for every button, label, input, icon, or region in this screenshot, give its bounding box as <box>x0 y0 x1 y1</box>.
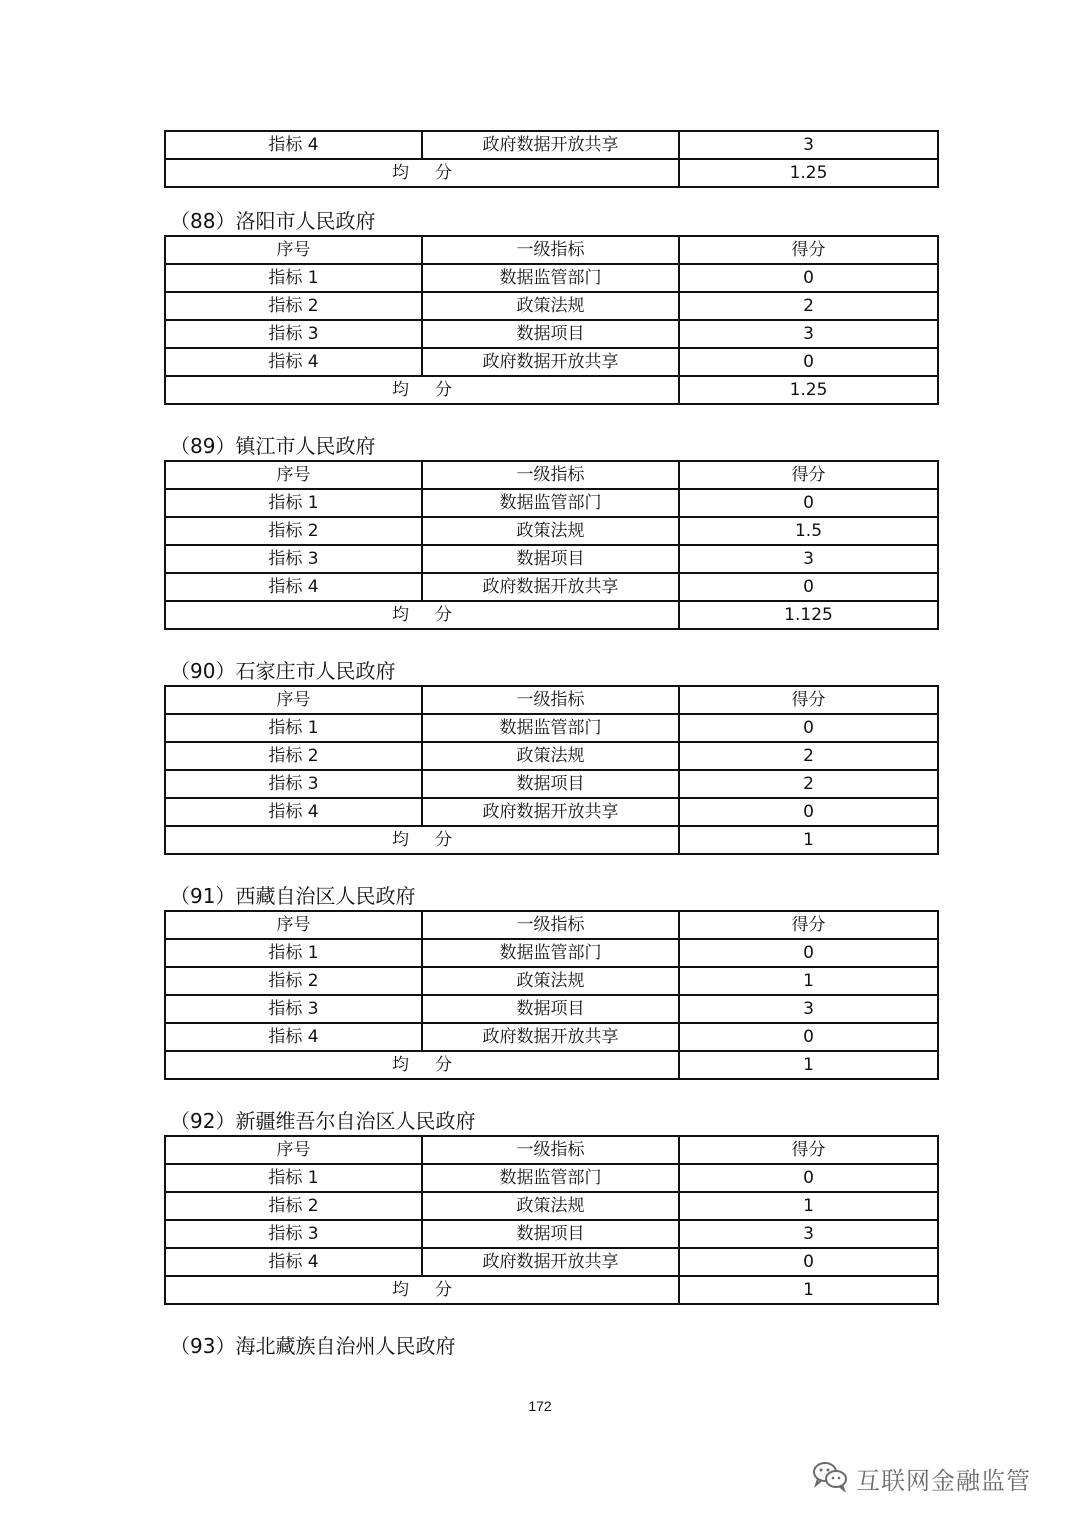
indicator-score: 3 <box>679 1220 938 1248</box>
indicator-name: 政策法规 <box>422 1192 679 1220</box>
header-row <box>165 236 938 264</box>
section-heading: （90）石家庄市人民政府 <box>170 659 396 683</box>
average-label: 均分 <box>165 159 679 187</box>
table-row <box>165 292 938 320</box>
table-row <box>165 545 938 573</box>
watermark <box>812 1458 1031 1498</box>
column-header: 一级指标 <box>422 236 679 264</box>
table-row <box>165 1220 938 1248</box>
average-row <box>165 376 938 404</box>
column-header: 一级指标 <box>422 461 679 489</box>
indicator-score: 3 <box>679 320 938 348</box>
score-table <box>164 910 939 1080</box>
table-row <box>165 573 938 601</box>
indicator-name: 政策法规 <box>422 742 679 770</box>
section-heading: （93）海北藏族自治州人民政府 <box>170 1334 456 1358</box>
indicator-score: 3 <box>679 995 938 1023</box>
section-heading: （88）洛阳市人民政府 <box>170 209 376 233</box>
indicator-score: 2 <box>679 770 938 798</box>
indicator-id: 指标 1 <box>165 489 422 517</box>
table-row <box>165 320 938 348</box>
column-header: 得分 <box>679 1136 938 1164</box>
score-table-fragment <box>164 130 939 188</box>
indicator-name: 数据监管部门 <box>422 939 679 967</box>
indicator-score: 2 <box>679 742 938 770</box>
header-row <box>165 461 938 489</box>
indicator-id: 指标 4 <box>165 1248 422 1276</box>
indicator-name: 政府数据开放共享 <box>422 1023 679 1051</box>
average-row <box>165 601 938 629</box>
column-header: 序号 <box>165 686 422 714</box>
indicator-name: 政府数据开放共享 <box>422 1248 679 1276</box>
average-row <box>165 159 938 187</box>
indicator-id: 指标 4 <box>165 798 422 826</box>
indicator-id: 指标 3 <box>165 1220 422 1248</box>
table-row <box>165 939 938 967</box>
indicator-id: 指标 3 <box>165 770 422 798</box>
indicator-id: 指标 3 <box>165 545 422 573</box>
average-score: 1.125 <box>679 601 938 629</box>
table-row <box>165 1192 938 1220</box>
average-label: 均分 <box>165 1051 679 1079</box>
wechat-icon <box>812 1460 848 1496</box>
indicator-name: 政府数据开放共享 <box>422 131 679 159</box>
indicator-score: 0 <box>679 489 938 517</box>
indicator-name: 政策法规 <box>422 967 679 995</box>
table-row <box>165 1164 938 1192</box>
section-heading: （89）镇江市人民政府 <box>170 434 376 458</box>
indicator-name: 政府数据开放共享 <box>422 348 679 376</box>
average-score: 1.25 <box>679 376 938 404</box>
column-header: 得分 <box>679 461 938 489</box>
column-header: 序号 <box>165 1136 422 1164</box>
indicator-score: 0 <box>679 1248 938 1276</box>
indicator-score: 0 <box>679 264 938 292</box>
indicator-score: 0 <box>679 939 938 967</box>
indicator-id: 指标 1 <box>165 1164 422 1192</box>
column-header: 序号 <box>165 911 422 939</box>
indicator-name: 数据项目 <box>422 1220 679 1248</box>
indicator-id: 指标 4 <box>165 573 422 601</box>
table-row <box>165 517 938 545</box>
average-label: 均分 <box>165 601 679 629</box>
section-heading: （91）西藏自治区人民政府 <box>170 884 416 908</box>
indicator-name: 数据监管部门 <box>422 1164 679 1192</box>
indicator-name: 数据监管部门 <box>422 264 679 292</box>
average-score: 1 <box>679 1051 938 1079</box>
section-heading: （92）新疆维吾尔自治区人民政府 <box>170 1109 476 1133</box>
table-row <box>165 348 938 376</box>
average-row <box>165 1051 938 1079</box>
table-row <box>165 770 938 798</box>
average-label: 均分 <box>165 376 679 404</box>
column-header: 得分 <box>679 911 938 939</box>
indicator-name: 数据项目 <box>422 545 679 573</box>
table-row <box>165 264 938 292</box>
score-table <box>164 1135 939 1305</box>
table-row <box>165 995 938 1023</box>
indicator-name: 数据项目 <box>422 320 679 348</box>
column-header: 一级指标 <box>422 911 679 939</box>
table-row <box>165 1023 938 1051</box>
indicator-id: 指标 4 <box>165 1023 422 1051</box>
score-table <box>164 685 939 855</box>
column-header: 一级指标 <box>422 1136 679 1164</box>
column-header: 得分 <box>679 686 938 714</box>
indicator-score: 3 <box>679 131 938 159</box>
indicator-id: 指标 1 <box>165 264 422 292</box>
page-number: 172 <box>528 1398 552 1414</box>
table-row <box>165 742 938 770</box>
column-header: 一级指标 <box>422 686 679 714</box>
score-table <box>164 235 939 405</box>
indicator-id: 指标 4 <box>165 348 422 376</box>
table-row <box>165 798 938 826</box>
indicator-id: 指标 2 <box>165 967 422 995</box>
table-row <box>165 489 938 517</box>
indicator-name: 数据监管部门 <box>422 714 679 742</box>
header-row <box>165 1136 938 1164</box>
indicator-name: 政府数据开放共享 <box>422 798 679 826</box>
indicator-score: 3 <box>679 545 938 573</box>
indicator-score: 2 <box>679 292 938 320</box>
indicator-score: 0 <box>679 798 938 826</box>
header-row <box>165 911 938 939</box>
average-score: 1.25 <box>679 159 938 187</box>
table-row <box>165 131 938 159</box>
indicator-name: 数据项目 <box>422 770 679 798</box>
indicator-name: 数据监管部门 <box>422 489 679 517</box>
table-row <box>165 1248 938 1276</box>
indicator-score: 1 <box>679 967 938 995</box>
average-label: 均分 <box>165 1276 679 1304</box>
watermark-text: 互联网金融监管 <box>856 1466 1031 1495</box>
indicator-name: 政策法规 <box>422 292 679 320</box>
indicator-id: 指标 2 <box>165 742 422 770</box>
indicator-name: 数据项目 <box>422 995 679 1023</box>
indicator-id: 指标 2 <box>165 1192 422 1220</box>
column-header: 序号 <box>165 236 422 264</box>
indicator-id: 指标 1 <box>165 714 422 742</box>
average-score: 1 <box>679 1276 938 1304</box>
indicator-id: 指标 4 <box>165 131 422 159</box>
header-row <box>165 686 938 714</box>
average-row <box>165 826 938 854</box>
indicator-id: 指标 3 <box>165 320 422 348</box>
average-label: 均分 <box>165 826 679 854</box>
indicator-id: 指标 1 <box>165 939 422 967</box>
indicator-score: 0 <box>679 348 938 376</box>
indicator-id: 指标 2 <box>165 292 422 320</box>
indicator-score: 0 <box>679 1164 938 1192</box>
table-row <box>165 714 938 742</box>
column-header: 得分 <box>679 236 938 264</box>
indicator-score: 0 <box>679 573 938 601</box>
indicator-score: 0 <box>679 714 938 742</box>
indicator-id: 指标 3 <box>165 995 422 1023</box>
indicator-name: 政策法规 <box>422 517 679 545</box>
score-table <box>164 460 939 630</box>
indicator-score: 1.5 <box>679 517 938 545</box>
indicator-score: 0 <box>679 1023 938 1051</box>
average-row <box>165 1276 938 1304</box>
average-score: 1 <box>679 826 938 854</box>
column-header: 序号 <box>165 461 422 489</box>
indicator-id: 指标 2 <box>165 517 422 545</box>
indicator-name: 政府数据开放共享 <box>422 573 679 601</box>
table-row <box>165 967 938 995</box>
indicator-score: 1 <box>679 1192 938 1220</box>
